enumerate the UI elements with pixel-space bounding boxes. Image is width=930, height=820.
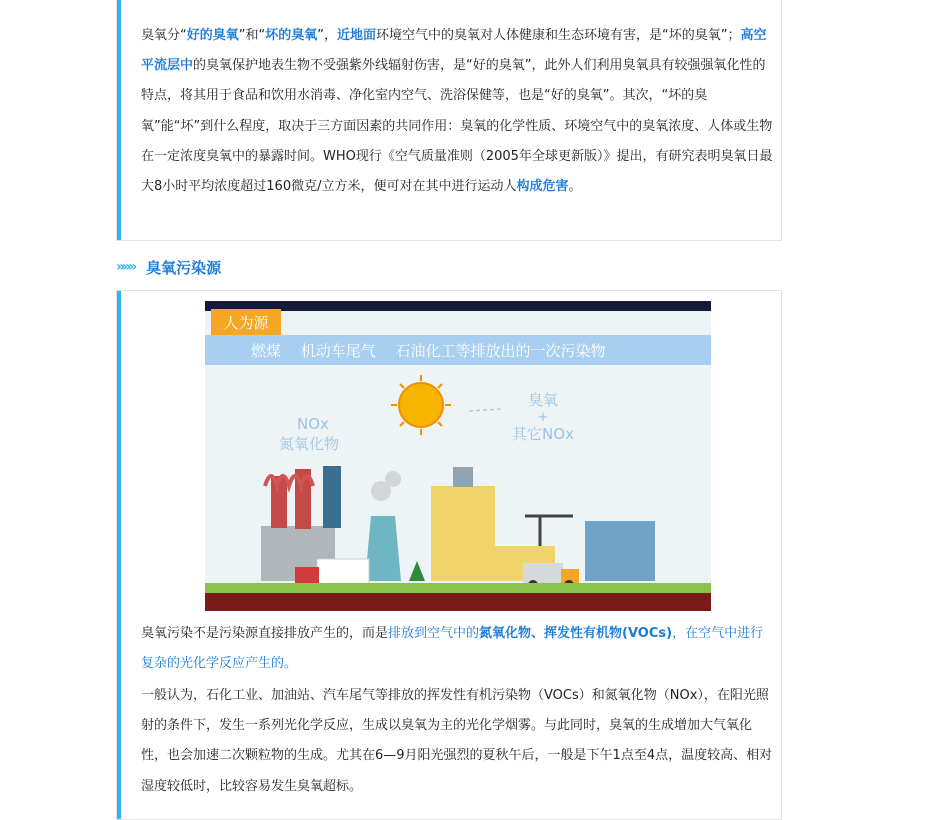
ozone-source-illustration <box>205 301 711 611</box>
highlight-nox-vocs: 氮氧化物、挥发性有机物(VOCs) <box>479 626 673 641</box>
highlight-photochemical: ，在空气中进行复杂的光化学反应产生的。 <box>141 626 764 672</box>
highlight-near-ground: 近地面 <box>337 28 377 43</box>
highlight-harm: 构成危害 <box>516 179 569 195</box>
photochemical-paragraph: 一般认为，石化工业、加油站、汽车尾气等排放的挥发性有机污染物（VOCs）和氮氧化物（NOx），在阳光照射的条件下，发生一系列光化学反应，生成以臭氧为主的光化学烟雾。与此同时，臭氧的生成增加大气氧化性，也会加速二次颗粒物的生成。尤其在6—9月阳光强烈的夏秋午后，一般是下午1点至4点，温度较高、相对湿度较低时，比较容易发生臭氧超标。 <box>141 688 773 794</box>
badge-label: 人为源 <box>223 314 269 332</box>
highlight-bad-ozone: 坏的臭氧 <box>265 28 318 43</box>
section-heading <box>116 254 221 280</box>
sun-icon <box>399 383 443 427</box>
text-run: 臭氧分“ <box>141 28 187 43</box>
text-run: 臭氧污染不是污染源直接排放产生的，而是 <box>141 626 389 641</box>
text-run: 。 <box>568 179 582 195</box>
highlight-good-ozone: 好的臭氧 <box>186 28 239 43</box>
section-title: 臭氧污染源 <box>146 258 222 277</box>
highlight-emitted: 排放到空气中的 <box>388 626 480 641</box>
plus-label: + <box>537 410 549 425</box>
ozone-source-paragraph <box>141 619 773 679</box>
highlight-stratosphere: 高空平流层中 <box>141 28 767 74</box>
text-run: 环境空气中的臭氧对人体健康和生态环境有害，是“坏的臭氧”； <box>376 28 741 43</box>
pollution-source-card <box>116 290 782 820</box>
ozone-intro-paragraph <box>141 21 773 202</box>
ground-strip <box>205 583 711 593</box>
text-run: ”和“ <box>238 28 266 43</box>
text-run: ”， <box>317 28 338 43</box>
nitrogen-oxides-label: 氮氧化物 <box>279 435 340 453</box>
chevrons-icon: »»» <box>116 259 135 275</box>
text-run: 的臭氧保护地表生物不受强紫外线辐射伤害，是“好的臭氧”，此外人们利用臭氧具有较强强氧化性的特点，将其用于食品和饮用水消毒、净化室内空气、洗浴保健等，也是“好的臭氧”。其次，“坏的臭氧”能“坏”到什么程度，取决于三方面因素的共同作用：臭氧的化学性质、环境空气中的臭氧浓度、人体或生物在一定浓度臭氧中的暴露时间。WHO现行《空气质量准则（2005年全球更新版）》提出，有研究表明臭氧日最大8小时平均浓度超过160微克/立方米，便可对在其中进行运动人 <box>141 58 773 195</box>
sources-text: 燃煤 机动车尾气 石油化工等排放出的一次污染物 <box>251 342 606 360</box>
office-building-icon <box>585 521 655 581</box>
ozone-intro-card <box>116 0 782 241</box>
ozone-label: 臭氧 <box>527 391 559 409</box>
road-strip <box>205 593 711 611</box>
other-nox-label: 其它NOx <box>512 425 574 443</box>
nox-label: NOx <box>297 415 329 433</box>
